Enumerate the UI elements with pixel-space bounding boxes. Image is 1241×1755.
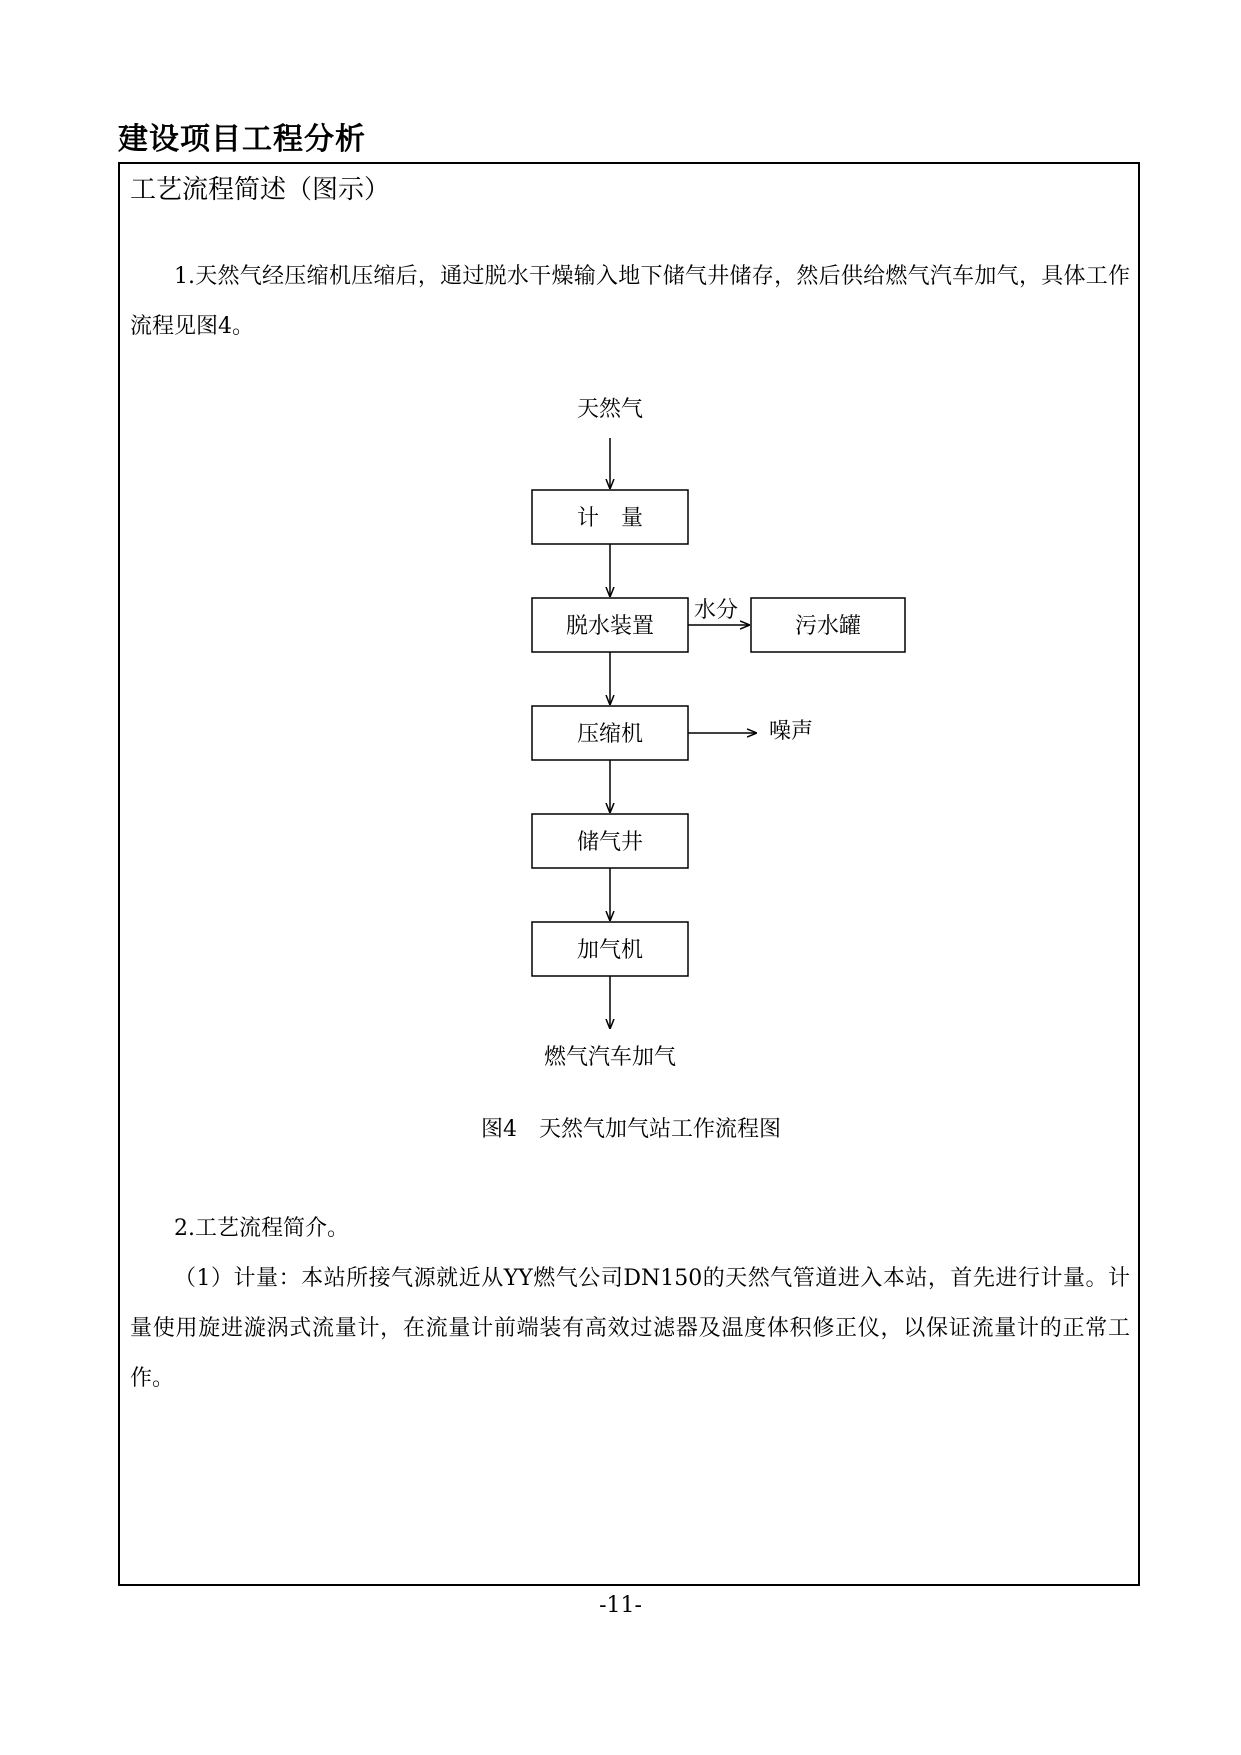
box-title: 工艺流程简述（图示）	[130, 175, 391, 205]
node-compressor	[532, 706, 688, 760]
page-number: -11-	[599, 1593, 642, 1618]
node-metering-label: 计 量	[576, 506, 644, 531]
paragraph-metering: （1）计量：本站所接气源就近从YY燃气公司DN150的天然气管道进入本站，首先进行计量。计量使用旋进漩涡式流量计，在流量计前端装有高效过滤器及温度体积修正仪，以保证流量计的正常工作。	[130, 1266, 1130, 1391]
node-sewage-tank	[751, 598, 905, 652]
node-sewage-tank-label: 污水罐	[794, 614, 862, 639]
section-title: 建设项目工程分析	[118, 122, 366, 157]
node-storage-well-label: 储气井	[576, 830, 644, 855]
node-dewatering-label: 脱水装置	[565, 614, 655, 639]
node-compressor-label: 压缩机	[576, 722, 644, 747]
output-label: 燃气汽车加气	[543, 1045, 677, 1070]
node-metering	[532, 490, 688, 544]
process-flow-diagram	[120, 164, 1140, 1124]
node-dewatering	[532, 598, 688, 652]
node-storage-well	[532, 814, 688, 868]
paragraph-process-intro: 2.工艺流程简介。	[174, 1216, 349, 1241]
paragraph-process-summary: 1.天然气经压缩机压缩后，通过脱水干燥输入地下储气井储存，然后供给燃气汽车加气，具体工作流程见图4。	[130, 264, 1130, 339]
content-frame	[118, 162, 1140, 1586]
node-dispenser-label: 加气机	[576, 938, 644, 963]
source-label: 天然气	[576, 397, 644, 422]
node-dispenser	[532, 922, 688, 976]
noise-label: 噪声	[769, 719, 814, 744]
figure-caption: 图4 天然气加气站工作流程图	[481, 1117, 781, 1142]
edge-water-label: 水分	[693, 598, 739, 623]
